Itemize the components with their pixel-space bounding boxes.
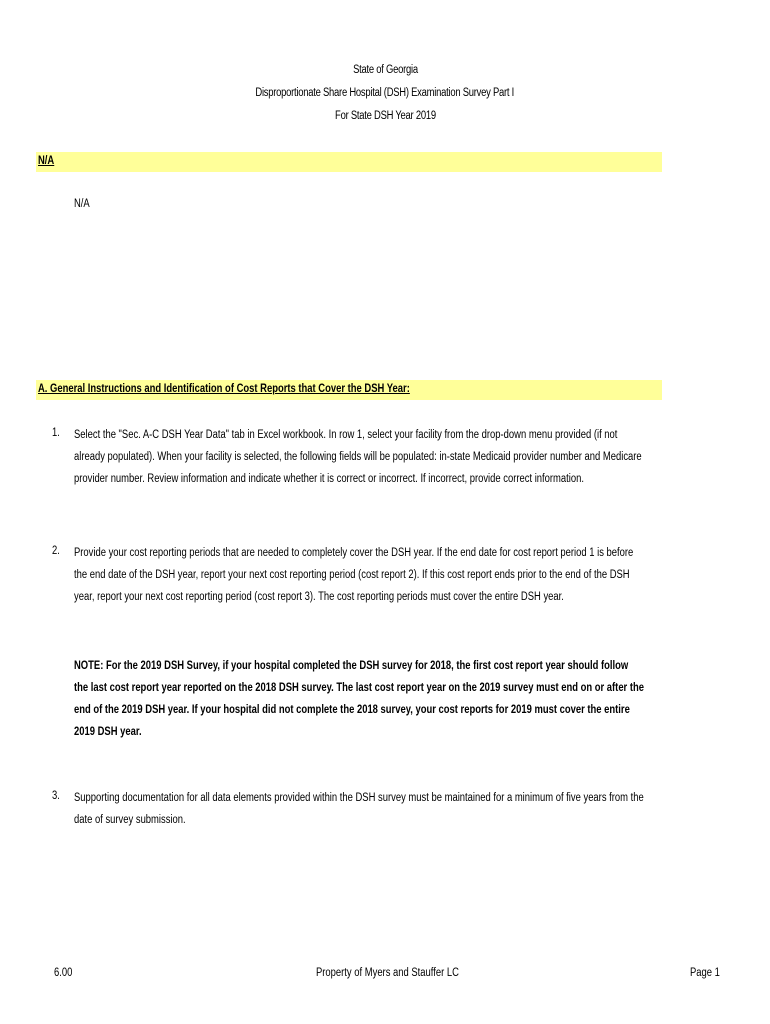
note-line: end of the 2019 DSH year. If your hospital did not complete the 2018 survey, your cost reports for 2019 must cover the entire: [74, 704, 630, 716]
footer-version: 6.00: [54, 967, 73, 979]
header-survey-title: Disproportionate Share Hospital (DSH) Examination Survey Part I: [255, 87, 515, 99]
item-3-text: [74, 787, 664, 831]
note-block: [74, 655, 664, 743]
item-2-text: [74, 542, 664, 608]
header-state: State of Georgia: [352, 64, 418, 76]
note-line: NOTE: For the 2019 DSH Survey, if your hospital completed the DSH survey for 2018, the first cost report year should follow: [74, 660, 629, 672]
item-1-line: provider number. Review information and indicate whether it is correct or incorrect. If incorrect, provide correct information.: [74, 473, 584, 485]
note-line: the last cost report year reported on the 2018 DSH survey. The last cost report year on the 2019 survey must end on or after the: [74, 682, 645, 694]
item-2-line: the end date of the DSH year, report your next cost reporting period (cost report 2). If this cost report ends prior to the end of the DSH: [74, 569, 630, 581]
item-3-number: 3.: [52, 790, 60, 802]
note-line: 2019 DSH year.: [74, 726, 142, 738]
item-3-line: Supporting documentation for all data elements provided within the DSH survey must be maintained for a minimum of five years from the: [74, 792, 644, 804]
item-2-line: Provide your cost reporting periods that are needed to completely cover the DSH year. If the end date for cost report period 1 is before: [74, 547, 634, 559]
item-2-line: year, report your next cost reporting period (cost report 3). The cost reporting periods must cover the entire DSH year.: [74, 591, 564, 603]
section-na-body: N/A: [74, 198, 90, 210]
section-na-band: [36, 152, 662, 172]
footer-property: Property of Myers and Stauffer LC: [316, 967, 459, 979]
section-na-heading: N/A: [38, 155, 55, 167]
item-1-number: 1.: [52, 427, 60, 439]
item-1-text: [74, 424, 664, 490]
item-3-line: date of survey submission.: [74, 814, 186, 826]
section-a-heading: A. General Instructions and Identification of Cost Reports that Cover the DSH Year:: [38, 383, 410, 395]
item-2-number: 2.: [52, 545, 60, 557]
footer-page-number: Page 1: [690, 967, 720, 979]
header-dsh-year: For State DSH Year 2019: [334, 110, 436, 122]
item-1-line: already populated). When your facility is selected, the following fields will be populated: in-state Medicaid provider number and Medicare: [74, 451, 642, 463]
item-1-line: Select the "Sec. A-C DSH Year Data" tab in Excel workbook. In row 1, select your facility from the drop-down menu provided (if not: [74, 429, 618, 441]
section-a-band: [36, 380, 662, 400]
